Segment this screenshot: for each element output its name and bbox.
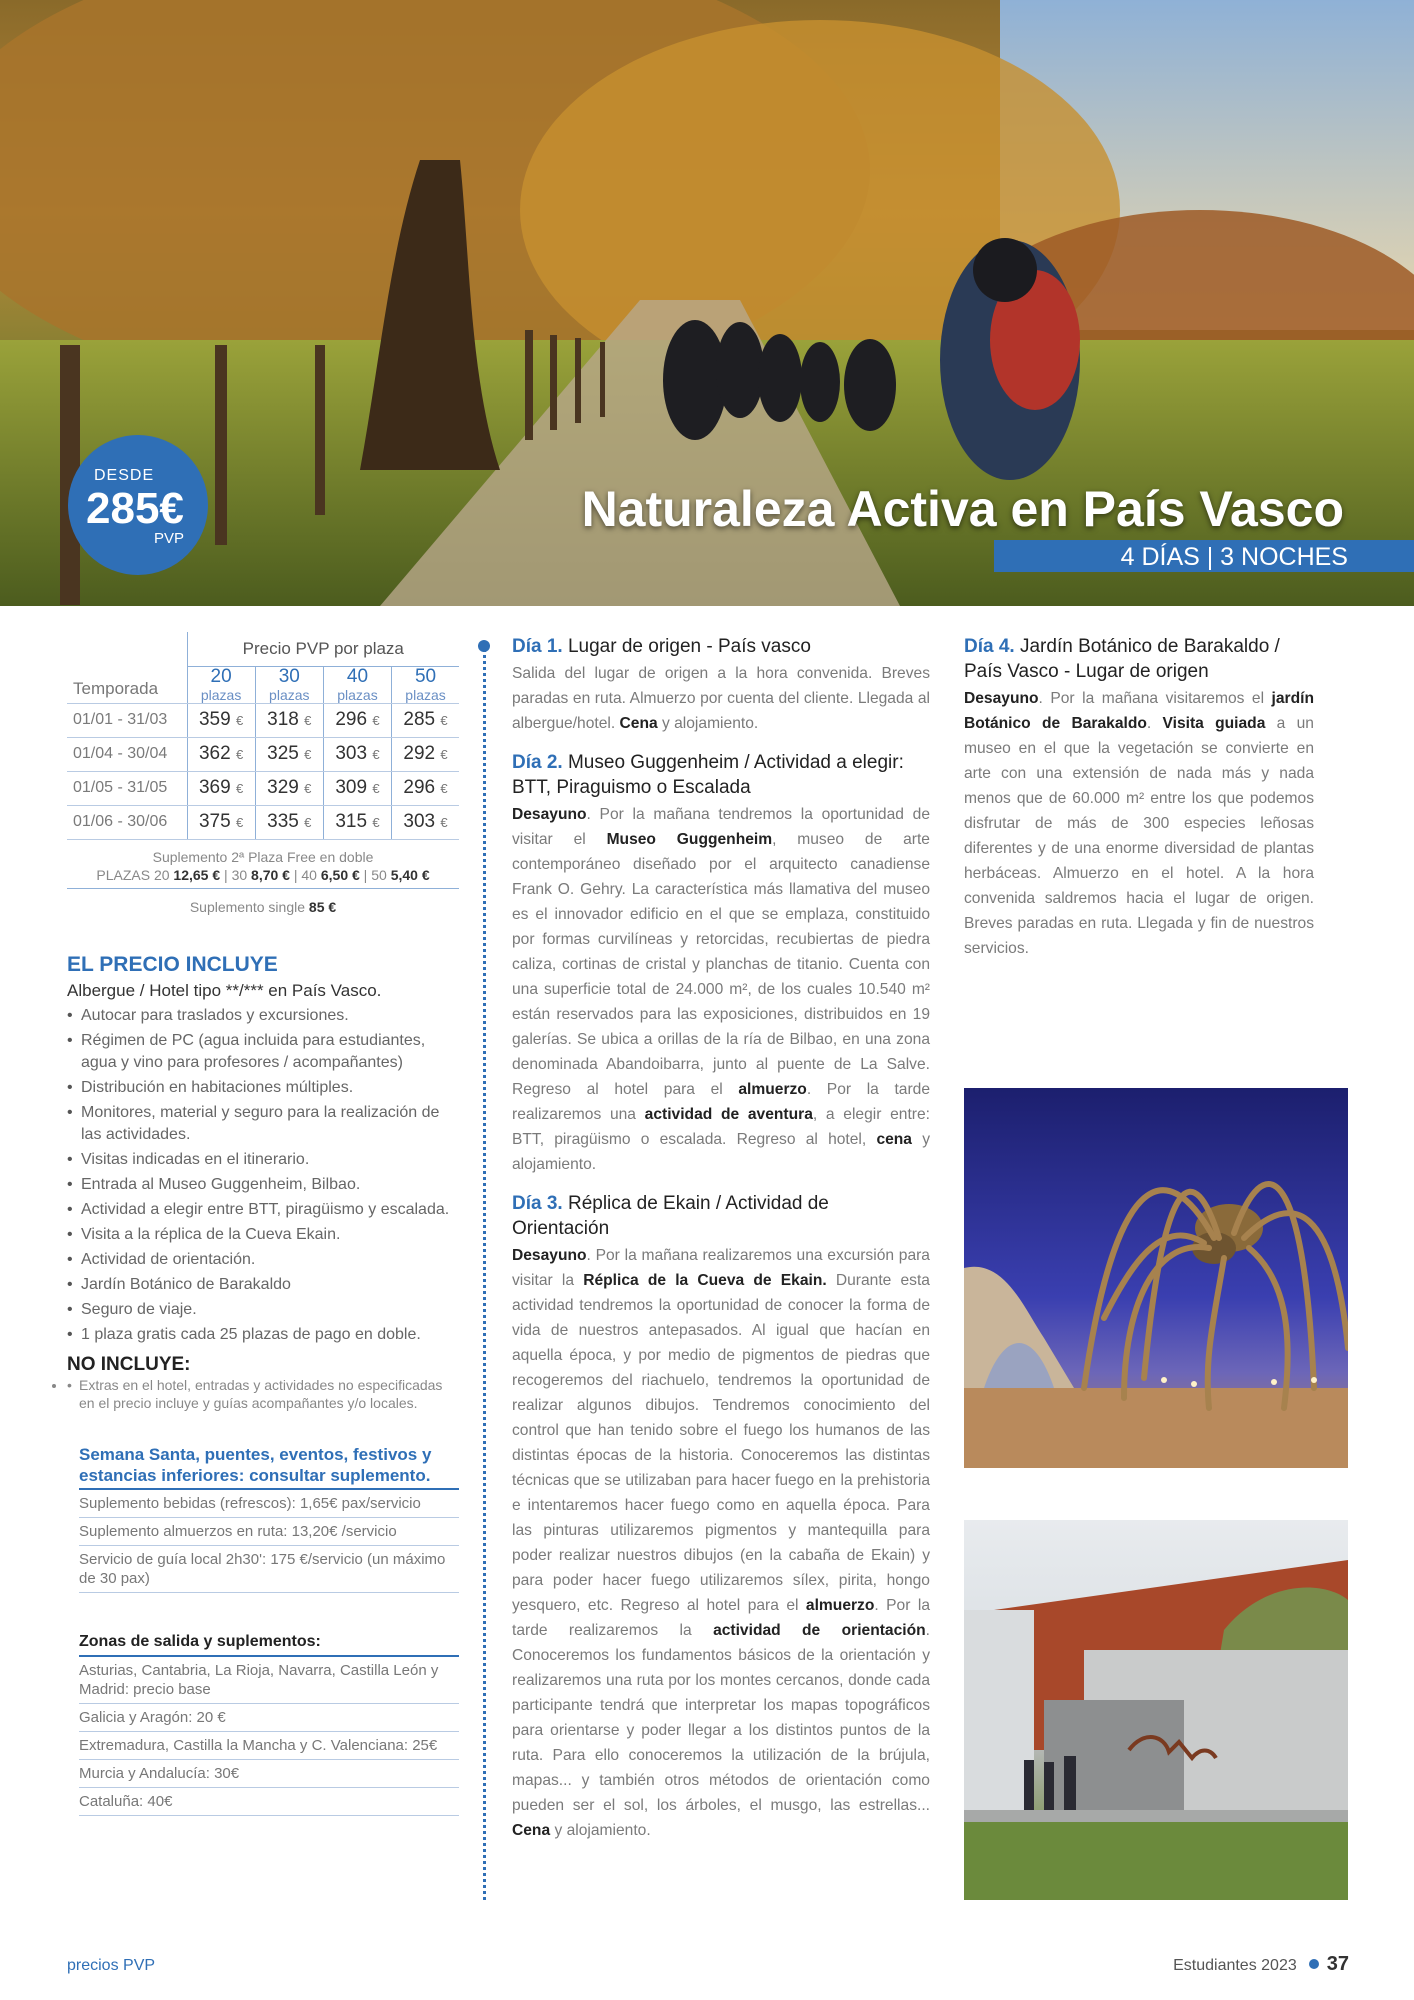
table-row: 01/04 - 30/04 362 € 325 € 303 € 292 € (67, 737, 459, 771)
supplement-second-place (67, 848, 459, 889)
list-item: • Entrada al Museo Guggenheim, Bilbao. (67, 1174, 459, 1196)
ekain-replica-photo (964, 1520, 1348, 1900)
list-item: • • Extras en el hotel, entradas y actividades no especificadas en el precio incluye y guías acompañantes y/o locales. (67, 1376, 459, 1412)
trip-title: Naturaleza Activa en País Vasco (581, 481, 1344, 537)
footer-catalog: Estudiantes 2023 (1173, 1957, 1297, 1974)
day-3 (512, 1191, 930, 1843)
list-item: • Jardín Botánico de Barakaldo (67, 1274, 459, 1296)
price-table-header: Precio PVP por plaza (187, 632, 459, 666)
day-heading: Día 3. Réplica de Ekain / Actividad de Orientación (512, 1193, 829, 1239)
table-row: 01/01 - 31/03 359 € 318 € 296 € 285 € (67, 703, 459, 737)
day-1 (512, 634, 930, 736)
page-number: 37 (1326, 1953, 1349, 1975)
table-row: 01/06 - 30/06 375 € 335 € 315 € 303 € (67, 805, 459, 839)
day-text: Desayuno. Por la mañana tendremos la oportunidad de visitar el Museo Guggenheim, museo de arte contemporáneo diseñado por el arquitecto canadiense Frank O. Gehry. La característica más llamativa del museo es el innovador edificio en el que se emplaza, constituido por formas curvilíneas y retorcidas, recubiertas de piedra caliza, cortinas de cristal y planchas de titanio. Cuenta con una superficie total de 24.000 m², de los cuales 10.540 m² están reservados para las exposiciones, distribuidos en 19 galerías. Se ubica a orillas de la ría de Bilbao, en una zona denominada Abandoibarra, junto al puente de La Salve. Regreso al hotel para el almuerzo. Por la tarde realizaremos una actividad de aventura, a elegir entre: BTT, piragüismo o escalada. Regreso al hotel, cena y alojamiento. (512, 806, 930, 1173)
col-header-40: 40 plazas (323, 666, 391, 703)
zone-row: Cataluña: 40€ (79, 1788, 459, 1816)
list-item: • 1 plaza gratis cada 25 plazas de pago en doble. (67, 1324, 459, 1346)
zone-row: Galicia y Aragón: 20 € (79, 1704, 459, 1732)
list-item: • Seguro de viaje. (67, 1299, 459, 1321)
zones-title: Zonas de salida y suplementos: (79, 1633, 459, 1657)
supplement-single: Suplemento single 85 € (189, 898, 337, 915)
extras-row: Suplemento almuerzos en ruta: 13,20€ /servicio (79, 1518, 459, 1546)
list-item: • Régimen de PC (agua incluida para estudiantes, agua y vino para profesores / acompañantes) (67, 1030, 459, 1074)
day-heading: Día 1. Lugar de origen - País vasco (512, 636, 811, 657)
day-heading: Día 4. Jardín Botánico de Barakaldo / País Vasco - Lugar de origen (964, 636, 1280, 682)
zone-row: Asturias, Cantabria, La Rioja, Navarra, Castilla León y Madrid: precio base (79, 1657, 459, 1704)
not-included-title: NO INCLUYE: (67, 1353, 191, 1375)
list-item: • Actividad a elegir entre BTT, piragüismo y escalada. (67, 1199, 459, 1221)
list-item: • Visita a la réplica de la Cueva Ekain. (67, 1224, 459, 1246)
day-text: Salida del lugar de origen a la hora convenida. Breves paradas en ruta. Almuerzo por cuenta del cliente. Llegada al albergue/hotel. Cena y alojamiento. (512, 665, 930, 732)
includes-list (67, 1005, 459, 1346)
col-header-20: 20 plazas (187, 666, 255, 703)
dotted-divider (483, 644, 486, 1900)
badge-price: 285€ (86, 484, 184, 533)
includes-subtitle: Albergue / Hotel tipo **/*** en País Vasco. (67, 980, 382, 1000)
extras-row: Suplemento bebidas (refrescos): 1,65€ pax/servicio (79, 1490, 459, 1518)
list-item: • Distribución en habitaciones múltiples. (67, 1077, 459, 1099)
price-table (67, 632, 459, 840)
day-2 (512, 750, 930, 1177)
day-text: Desayuno. Por la mañana realizaremos una excursión para visitar la Réplica de la Cueva de Ekain. Durante esta actividad tendremos la oportunidad de conocer la forma de vida de nuestros antepasados. Al igual que hacían en aquella época, y por medio de pigmentos de piedras que recogeremos del riachuelo, tendremos la oportunidad de realizar algunos dibujos. Tendremos conocimiento del control que han tenido sobre el fuego los humanos de las distintas épocas de la historia. Conoceremos las distintas técnicas que se utilizaban para hacer fuego en la prehistoria e intentaremos hacer fuego como en aquella época. Para las pinturas utilizaremos pigmentos y mantequilla para poder realizar nuestros dibujos (en la cabaña de Ekain) y para poder hacer fuego utilizaremos sílex, pirita, hongo yesquero, etc. Regreso al hotel para el almuerzo. Por la tarde realizaremos la actividad de orientación. Conoceremos los fundamentos básicos de la orientación y realizaremos una ruta por los montes cercanos, donde cada participante tendrá que interpretar los mapas topográficos para orientarse y poder llegar a los distintos puntos de la ruta. Para ello conoceremos la utilización de la brújula, mapas... y también otros métodos de orientación como pueden ser el sol, los árboles, el musgo, las estrellas... Cena y alojamiento. (512, 1247, 930, 1839)
extras-title: Semana Santa, puentes, eventos, festivos y estancias inferiores: consultar suplemento. (79, 1444, 459, 1490)
guggenheim-spider-photo (964, 1088, 1348, 1468)
list-item: • Monitores, material y seguro para la realización de las actividades. (67, 1102, 459, 1146)
day-4 (964, 634, 1314, 961)
zone-row: Extremadura, Castilla la Mancha y C. Valenciana: 25€ (79, 1732, 459, 1760)
extras-box (67, 1444, 459, 1593)
duration-bar (994, 540, 1414, 572)
col-header-50: 50 plazas (392, 666, 459, 703)
footer-left: precios PVP (67, 1957, 156, 1974)
extras-row: Servicio de guía local 2h30': 175 €/servicio (un máximo de 30 pax) (79, 1546, 459, 1593)
not-included-list (67, 1376, 459, 1412)
hero-photo (0, 0, 1414, 606)
departure-zones (67, 1633, 459, 1816)
itinerary-column-2 (964, 634, 1314, 975)
footer-right (1173, 1953, 1349, 1976)
trip-duration: 4 DÍAS | 3 NOCHES (1120, 543, 1348, 571)
ekain-building-illustration (964, 1520, 1348, 1900)
col-header-30: 30 plazas (255, 666, 323, 703)
zone-row: Murcia y Andalucía: 30€ (79, 1760, 459, 1788)
pricing-column (67, 632, 459, 1816)
badge-label: DESDE (94, 467, 155, 484)
price-from-badge (68, 435, 208, 575)
list-item: • Visitas indicadas en el itinerario. (67, 1149, 459, 1171)
spider-sculpture-illustration (964, 1088, 1348, 1468)
season-header: Temporada (67, 666, 187, 703)
table-row: 01/05 - 31/05 369 € 329 € 309 € 296 € (67, 771, 459, 805)
day-heading: Día 2. Museo Guggenheim / Actividad a elegir: BTT, Piraguismo o Escalada (512, 752, 904, 798)
badge-pvp: PVP (154, 530, 185, 547)
list-item: • Autocar para traslados y excursiones. (67, 1005, 459, 1027)
includes-title: EL PRECIO INCLUYE (67, 952, 278, 976)
itinerary-column-1 (512, 634, 930, 1857)
supplement-values: PLAZAS 20 12,65 € | 30 8,70 € | 40 6,50 € | 50 5,40 € (96, 866, 430, 883)
supplement-title: Suplemento 2ª Plaza Free en doble (152, 848, 374, 865)
day-text: Desayuno. Por la mañana visitaremos el jardín Botánico de Barakaldo. Visita guiada a un museo en el que la vegetación se convierte en arte con una extensión de nada más y nada menos que de 60.000 m² entre los que podemos disfrutar de más de 300 especies leñosas diferentes y de una enorme diversidad de plantas herbáceas. Almuerzo en el hotel. A la hora convenida saldremos hacia el lugar de origen. Breves paradas en ruta. Llegada y fin de nuestros servicios. (964, 690, 1314, 957)
list-item: • Actividad de orientación. (67, 1249, 459, 1271)
